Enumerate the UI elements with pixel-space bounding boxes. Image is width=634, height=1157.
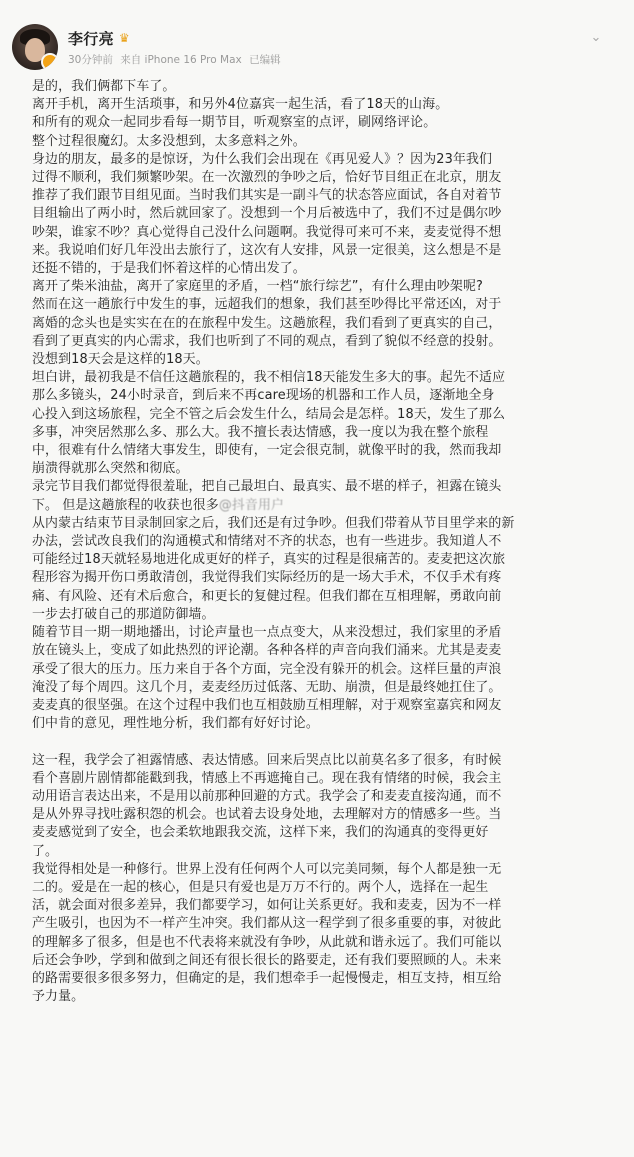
post-header [12,22,612,82]
post-text-line: 痛、有风险、还有术后愈合，和更长的复健过程。但我们都在互相理解，勇敢向前 [32,588,502,604]
post-text-line: 看到了更真实的内心需求，我们也听到了不同的观点，看到了貌似不经意的投射。 [32,333,502,349]
edited-label: 已编辑 [249,54,281,66]
post-text-line: 然而在这一趟旅行中发生的事，远超我们的想象，我们甚至吵得比平常还凶，对于 [32,297,502,313]
post-text-line: 麦麦真的很坚强。在这个过程中我们也互相鼓励互相理解，对于观察室嘉宾和网友 [32,697,502,713]
post-text-line: 从内蒙古结束节目录制回家之后，我们还是有过争吵。但我们带着从节目里学来的新 [32,515,515,531]
post-text-line: 录完节目我们都觉得很羞耻，把自己最坦白、最真实、最不堪的样子，袒露在镜头 [32,479,502,495]
post-text-line: 可能经过18天就轻易地进化成更好的样子，真实的过程是很痛苦的。麦麦把这次旅 [32,552,506,568]
post-text-line: 没想到18天会是这样的18天。 [32,352,209,368]
post-text-line: 心投入到这场旅程，完全不管之后会发生什么，结局会是怎样。18天，发生了那么 [32,406,506,422]
post-text-line: 这一程，我学会了袒露情感、表达情感。回来后哭点比以前莫名多了很多，有时候 [32,752,502,768]
post-text-line: 程形容为揭开伤口勇敢清创，我觉得我们实际经历的是一场大手术，不仅手术有疼 [32,570,502,586]
chevron-down-icon[interactable]: ⌄ [590,30,602,45]
post-text-line: 了。 [32,843,59,859]
post-text-line: 活，就会面对很多差异，我们都要学习，如何让关系更好。我和麦麦，因为不一样 [32,898,502,914]
post-text-line: 淹没了每个周四。这几个月，麦麦经历过低落、无助、崩溃，但是最终她扛住了。 [32,679,502,695]
post-meta [68,52,285,67]
post-text-line: 动用语言表达出来，不是用以前那种回避的方式。我学会了和麦麦直接沟通，而不 [32,788,502,804]
post-text-line: 办法，尝试改良我们的沟通模式和情绪对不齐的状态，也有一些进步。我知道人不 [32,534,502,550]
post-text-line: 整个过程很魔幻。太多没想到，太多意料之外。 [32,133,306,149]
post-text-line: 麦麦感觉到了安全，也会柔软地跟我交流，这样下来，我们的沟通真的变得更好 [32,825,489,841]
post-text-line: 们中肯的意见，理性地分析，我们都有好好讨论。 [32,716,319,732]
post-text-line: 是从外界寻找吐露积怨的机会。也试着去设身处地，去理解对方的情感多一些。当 [32,807,502,823]
post-text-line: 过得不顺利，我们频繁吵架。在一次激烈的争吵之后，恰好节目组正在北京，朋友 [32,170,502,186]
avatar[interactable] [12,24,58,70]
post-text-line: 二的。爱是在一起的核心，但是只有爱也是万万不行的。两个人，选择在一起生 [32,879,489,895]
post-text-line: 予力量。 [32,989,85,1005]
post-body [32,78,612,1006]
post-time: 30分钟前 [68,54,113,66]
post-text-line: 我觉得相处是一种修行。世界上没有任何两个人可以完美同频，每个人都是独一无 [32,861,502,877]
post-text-line: 崩溃得就那么突然和彻底。 [32,461,189,477]
post-text-line: 承受了很大的压力。压力来自于各个方面，完全没有躲开的机会。这样巨量的声浪 [32,661,502,677]
post-text-line: 还挺不错的，于是我们怀着这样的心情出发了。 [32,261,306,277]
post-text-line: 那么多镜头，24小时录音，到后来不再care现场的机器和工作人员，逐渐地全身 [32,388,495,404]
post-text-line: 产生吸引，也因为不一样产生冲突。我们都从这一程学到了很多重要的事，对彼此 [32,916,502,932]
post-text-line: 和所有的观众一起同步看每一期节目，听观察室的点评，刷网络评论。 [32,115,437,131]
post-text-line: 坦白讲，最初我是不信任这趟旅程的，我不相信18天能发生多大的事。起先不适应 [32,370,506,386]
post-text-line: 离开了柴米油盐，离开了家庭里的矛盾，一档“旅行综艺”，有什么理由吵架呢? [32,279,483,295]
username[interactable]: 李行亮 [68,29,114,48]
post-text-line: 下。 但是这趟旅程的收获也很多@抖音用户 [32,497,612,515]
post-text-line: 是的，我们俩都下车了。 [32,79,176,94]
post-text-line: 多事，冲突居然那么多、那么大。我不擅长表达情感，我一度以为我在整个旅程 [32,424,489,440]
post-text-line: 目组输出了两小时，然后就回家了。没想到一个月后被选中了，我们不过是偶尔吵 [32,206,502,222]
post-text-line: 吵架，谁家不吵？真心觉得自己没什么问题啊。我觉得可来可不来，麦麦觉得不想 [32,224,502,240]
name-row [68,28,130,48]
post-text-line: 后还会争吵，学到和做到之间还有很长很长的路要走，还有我们要照顾的人。未来 [32,952,502,968]
verified-badge-icon [41,53,58,70]
post-text-line: 随着节目一期一期地播出，讨论声量也一点点变大，从来没想过，我们家里的矛盾 [32,625,502,641]
post-text-line: 离婚的念头也是实实在在的在旅程中发生。这趟旅程，我们看到了更真实的自己， [32,315,502,331]
blurred-watermark: @抖音用户 [218,497,285,513]
post-text-line: 推荐了我们跟节目组见面。当时我们其实是一副斗气的状态答应面试，各自对着节 [32,188,502,204]
post-text-line: 看个喜剧片剧情都能戳到我，情感上不再遮掩自己。现在我有情绪的时候，我会主 [32,770,502,786]
crown-icon: ♛ [118,31,130,45]
post-text-line: 离开手机，离开生活琐事，和另外4位嘉宾一起生活，看了18天的山海。 [32,97,449,113]
post-text-line: 放在镜头上，变成了如此热烈的评论潮。各种各样的声音向我们涌来。尤其是麦麦 [32,643,502,659]
post-text-line: 来。我说咱们好几年没出去旅行了，这次有人安排，风景一定很美，这么想是不是 [32,242,502,258]
post-text-line: 一步去打破自己的那道防御墙。 [32,606,215,622]
post-text-line: 的路需要很多很多努力，但确定的是，我们想牵手一起慢慢走，相互支持，相互给 [32,970,502,986]
post-text-line: 身边的朋友，最多的是惊讶，为什么我们会出现在《再见爱人》？因为23年我们 [32,151,493,167]
post-source: 来自 iPhone 16 Pro Max [120,54,242,66]
post-text-line: 的理解多了很多，但是也不代表将来就没有争吵，从此就和谐永远了。我们可能以 [32,934,502,950]
post-text-line: 中，很难有什么情绪大事发生，即使有，一定会很克制，就像平时的我，然而我却 [32,443,502,459]
post-text-line [32,733,612,751]
